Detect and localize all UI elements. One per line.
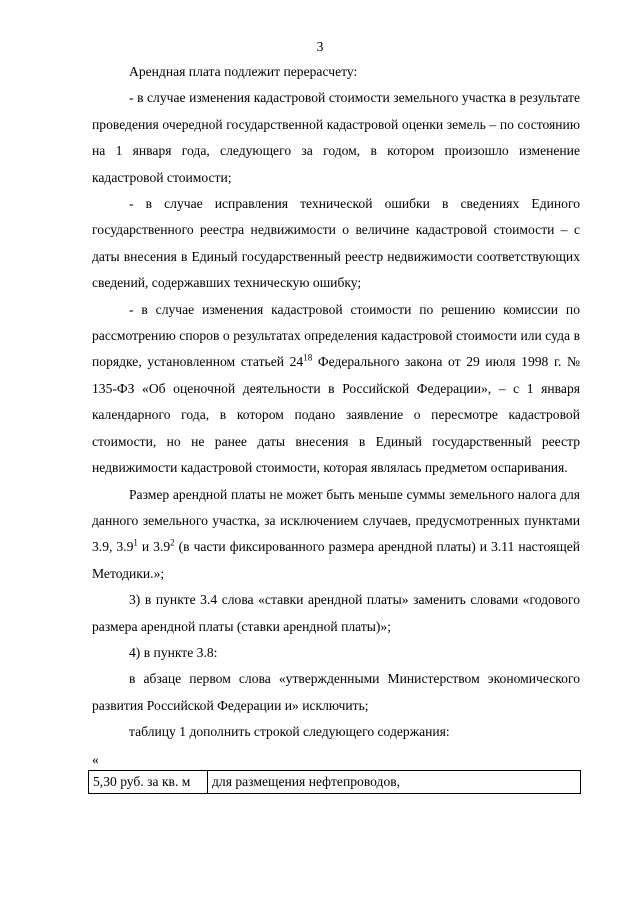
table-cell-rate: 5,30 руб. за кв. м: [89, 770, 208, 793]
superscript: 18: [303, 352, 313, 363]
table-cell-description: для размещения нефтепроводов,: [208, 770, 581, 793]
page-number: 3: [316, 39, 324, 54]
paragraph-recalculation-intro: Арендная плата подлежит перерасчету:: [129, 64, 358, 79]
superscript: 2: [170, 537, 175, 548]
rate-table: [88, 770, 581, 794]
text-span: Федерального закона от 29 июля 1998 г. № 135-ФЗ «Об оценочной деятельности в Российской Федерации», – с 1 января календарного года, в котором подано заявление о пересмотре кадастровой стоимости, но не ранее даты внесения в Единый государственный реестр недвижимости кадастровой стоимости, которая являлась предметом оспаривания.: [92, 354, 580, 476]
paragraph-abzac-first: в абзаце первом слова «утвержденными Министерством экономического развития Российской Федерации и» исключить;: [92, 671, 580, 713]
text-span: (в части фиксированного размера арендной платы) и 3.11 настоящей Методики.»;: [92, 539, 581, 581]
paragraph-commission-decision: [92, 297, 580, 482]
text-span: - в случае изменения кадастровой стоимости по решению комиссии по рассмотрению споров о результатах определения кадастровой стоимости или суда в порядке, установленном статьей 24: [92, 301, 580, 370]
paragraph-cadastral-change: - в случае изменения кадастровой стоимости земельного участка в результате проведения очередной государственной кадастровой оценки земель – по состоянию на 1 января года, следующего за годом, в котором произошло изменение кадастровой стоимости;: [92, 90, 580, 185]
paragraph-item-4: 4) в пункте 3.8:: [129, 644, 218, 660]
document-body: [92, 59, 580, 794]
paragraph-technical-error: - в случае исправления технической ошибки в сведениях Единого государственного реестра недвижимости о величине кадастровой стоимости – с даты внесения в Единый государственный реестр недвижимости соответствующих сведений, содержавших техническую ошибку;: [92, 196, 580, 291]
paragraph-table-addition: таблицу 1 дополнить строкой следующего содержания:: [129, 724, 450, 740]
text-span: Размер арендной платы не может быть меньше суммы земельного налога для данного земельного участка, за исключением случаев, предусмотренных пунктами 3.9, 3.9: [92, 486, 580, 555]
opening-quote: «: [92, 751, 99, 767]
superscript: 1: [133, 537, 138, 548]
table-row: [89, 770, 581, 793]
paragraph-item-3: 3) в пункте 3.4 слова «ставки арендной платы» заменить словами «годового размера арендной платы (ставки арендной платы)»;: [92, 592, 580, 634]
paragraph-minimum-rent: [92, 482, 580, 588]
text-span: и 3.9: [137, 539, 171, 555]
